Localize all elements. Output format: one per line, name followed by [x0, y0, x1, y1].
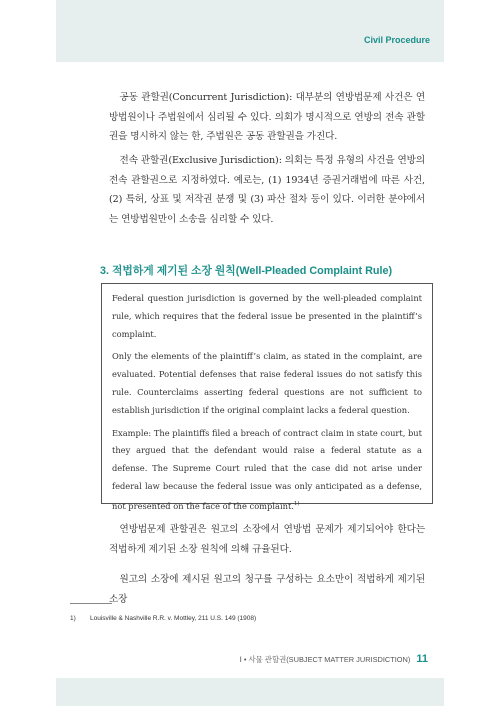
footnote — [70, 615, 256, 622]
paragraph-concurrent-jurisdiction: 공동 관할권(Concurrent Jurisdiction): 대부분의 연방법문제 사건은 연방법원이나 주법원에서 심리될 수 있다. 의회가 명시적으로 연방의 전속 관할권을 명시하지 않는 한, 주법원은 공동 관할권을 가진다. — [109, 92, 425, 142]
header-band — [56, 0, 444, 62]
box-paragraph-rule: Federal question jurisdiction is governed by the well-pleaded complaint rule, which requires that the federal issue be presented in the plaintiff’s complaint. — [112, 293, 422, 339]
running-header: Civil Procedure — [363, 35, 430, 45]
footnote-ref[interactable]: 1) — [293, 500, 300, 507]
example-text: Example: The plaintiffs filed a breach of contract claim in state court, but they argued that the defendant would raise a federal statute as a defense. The Supreme Court ruled that the case did not arise under federal law because the federal issue was only anticipated as a defense, not presented on the face of the complaint. — [112, 427, 422, 511]
paragraph-well-pleaded: 연방법문제 관할권은 원고의 소장에서 연방법 문제가 제기되어야 한다는 적법하게 제기된 소장 원칙에 의해 규율된다. — [109, 524, 425, 555]
box-paragraph-elements: Only the elements of the plaintiff’s claim, as stated in the complaint, are evaluated. Potential defenses that raise federal issues do not satisfy this rule. Counterclaims asserting federal questions are not sufficient to establish jurisdiction if the original complaint lacks a federal question. — [112, 351, 422, 415]
box-paragraph-example — [112, 425, 422, 516]
paragraph-claim-elements: 원고의 소장에 제시된 원고의 청구를 구성하는 요소만이 적법하게 제기된 소장 — [109, 574, 425, 605]
chapter-title: Ⅰ • 사물 관할권(SUBJECT MATTER JURISDICTION) — [239, 655, 411, 664]
footnote-number: 1) — [70, 615, 76, 622]
footnote-text: Louisville & Nashville R.R. v. Mottley, 211 U.S. 149 (1908) — [90, 615, 257, 622]
footer-band — [56, 678, 444, 706]
section-heading: 3. 적법하게 제기된 소장 원칙(Well-Pleaded Complaint Rule) — [100, 265, 393, 277]
page-footer — [240, 653, 428, 665]
rule-summary-box — [101, 283, 433, 511]
footnote-divider — [70, 603, 112, 604]
page-number: 11 — [416, 653, 428, 665]
paragraph-exclusive-jurisdiction: 전속 관할권(Exclusive Jurisdiction): 의회는 특정 유형의 사건을 연방의 전속 관할권으로 지정하였다. 예로는, (1) 1934년 증권거래법에 따른 사건, (2) 특허, 상표 및 저작권 분쟁 및 (3) 파산 절차 등이 있다. 이러한 분야에서는 연방법원만이 소송을 심리할 수 있다. — [109, 155, 425, 225]
